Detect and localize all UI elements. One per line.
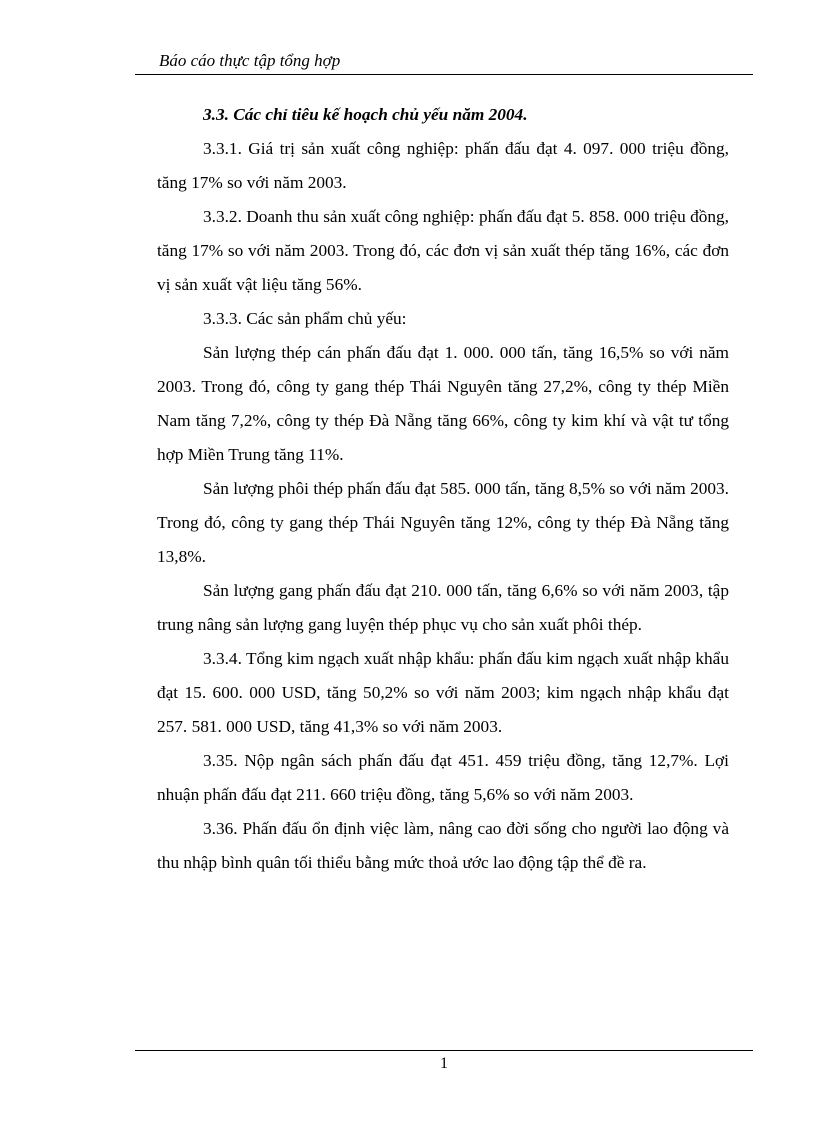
paragraph-main-products: 3.3.3. Các sản phẩm chủ yếu: (203, 309, 407, 328)
paragraph-employment: 3.36. Phấn đấu ổn định việc làm, nâng cao đời sống cho người lao động và thu nhập bình quân tối thiểu bằng mức thoả ước lao động tập thể đề ra. (157, 819, 729, 872)
document-body (157, 98, 729, 880)
page-header (135, 50, 753, 75)
paragraph-rolled-steel: Sản lượng thép cán phấn đấu đạt 1. 000. 000 tấn, tăng 16,5% so với năm 2003. Trong đó, công ty gang thép Thái Nguyên tăng 27,2%, công ty thép Miền Nam tăng 7,2%, công ty thép Đà Nẵng tăng 66%, công ty kim khí và vật tư tổng hợp Miền Trung tăng 11%. (157, 343, 729, 464)
page-number: 1 (440, 1055, 448, 1072)
section-title: 3.3. Các chỉ tiêu kế hoạch chủ yếu năm 2004. (203, 105, 528, 124)
page-footer (135, 1050, 753, 1072)
header-title: Báo cáo thực tập tổng hợp (159, 51, 341, 70)
paragraph-pig-iron: Sản lượng gang phấn đấu đạt 210. 000 tấn, tăng 6,6% so với năm 2003, tập trung nâng sản lượng gang luyện thép phục vụ cho sản xuất phôi thép. (157, 581, 729, 634)
paragraph-steel-billet: Sản lượng phôi thép phấn đấu đạt 585. 000 tấn, tăng 8,5% so với năm 2003. Trong đó, công ty gang thép Thái Nguyên tăng 12%, công ty thép Đà Nẵng tăng 13,8%. (157, 479, 729, 566)
paragraph-industrial-output: 3.3.1. Giá trị sản xuất công nghiệp: phấn đấu đạt 4. 097. 000 triệu đồng, tăng 17% so với năm 2003. (157, 139, 729, 192)
paragraph-import-export: 3.3.4. Tổng kim ngạch xuất nhập khẩu: phấn đấu kim ngạch xuất nhập khẩu đạt 15. 600. 000 USD, tăng 50,2% so với năm 2003; kim ngạch nhập khẩu đạt 257. 581. 000 USD, tăng 41,3% so với năm 2003. (157, 649, 729, 736)
paragraph-budget-profit: 3.35. Nộp ngân sách phấn đấu đạt 451. 459 triệu đồng, tăng 12,7%. Lợi nhuận phấn đấu đạt 211. 660 triệu đồng, tăng 5,6% so với năm 2003. (157, 751, 729, 804)
paragraph-revenue: 3.3.2. Doanh thu sản xuất công nghiệp: phấn đấu đạt 5. 858. 000 triệu đồng, tăng 17% so với năm 2003. Trong đó, các đơn vị sản xuất thép tăng 16%, các đơn vị sản xuất vật liệu tăng 56%. (157, 207, 729, 294)
